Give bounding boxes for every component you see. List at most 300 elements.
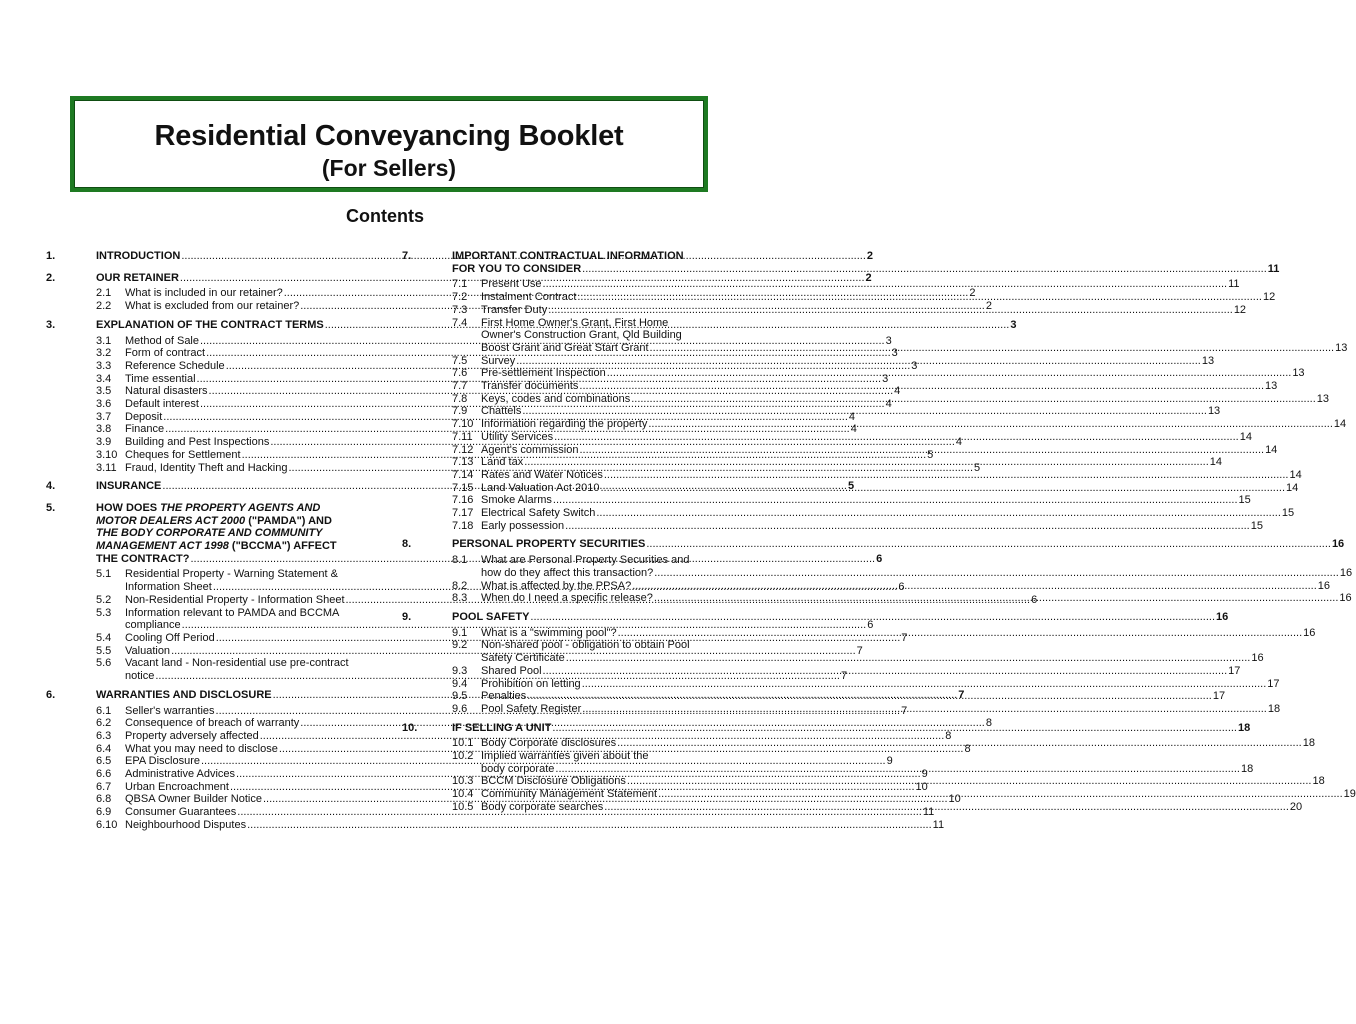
subsection-number: 7.2 <box>452 291 468 304</box>
toc-subsection-7-18[interactable] <box>452 519 1263 533</box>
section-number: 3. <box>46 318 56 331</box>
dot-leader <box>554 431 1239 444</box>
dot-leader <box>617 737 1302 750</box>
subsection-page-number: 16 <box>1317 579 1331 592</box>
section-page-number: 6 <box>876 552 883 565</box>
subsection-page-number: 14 <box>1239 430 1252 443</box>
subsection-number: 7.1 <box>452 278 468 291</box>
subsection-number: 6.1 <box>96 704 112 717</box>
subsection-page-number: 18 <box>1312 775 1325 788</box>
dot-leader <box>530 611 1215 624</box>
section-title-line: THE BODY CORPORATE AND COMMUNITY <box>96 527 323 540</box>
section-number: 6. <box>46 688 56 701</box>
subsection-number: 7.15 <box>452 481 474 494</box>
subsection-title: Body corporate searches <box>481 800 604 813</box>
subsection-number: 6.2 <box>96 717 112 730</box>
subsection-title: compliance <box>125 619 181 632</box>
subsection-title: Fraud, Identity Theft and Hacking <box>125 461 288 474</box>
subsection-title: What is a "swimming pool"? <box>481 626 617 639</box>
dot-leader <box>600 482 1285 495</box>
subsection-page-number: 7 <box>901 704 908 717</box>
toc-subsection-9-3[interactable] <box>452 664 1241 678</box>
subsection-title: Neighbourhood Disputes <box>125 818 247 831</box>
toc-subsection-7-10[interactable] <box>452 418 1347 431</box>
subsection-number: 9.4 <box>452 677 468 690</box>
subsection-page-number: 3 <box>891 347 898 360</box>
dot-leader <box>579 444 1264 457</box>
section-title: PERSONAL PROPERTY SECURITIES <box>452 538 646 551</box>
dot-leader <box>579 380 1264 393</box>
section-page-number: 18 <box>1237 721 1251 734</box>
subsection-title: Chattels <box>481 405 522 418</box>
subsection-page-number: 12 <box>1233 303 1247 316</box>
dot-leader <box>604 801 1289 814</box>
toc-subsection-9-2[interactable] <box>452 639 1264 665</box>
subsection-number: 9.5 <box>452 690 468 703</box>
subsection-number: 7.16 <box>452 494 474 507</box>
subsection-page-number: 3 <box>885 334 892 347</box>
subsection-title: Land Valuation Act 2010 <box>481 481 600 494</box>
subsection-number: 7.4 <box>452 316 468 329</box>
subsection-title: Consumer Guarantees <box>125 806 237 819</box>
subsection-number: 7.6 <box>452 367 468 380</box>
subsection-title: notice <box>125 670 155 683</box>
document-subtitle: (For Sellers) <box>321 155 457 181</box>
subsection-number: 7.14 <box>452 468 474 481</box>
subsection-number: 7.17 <box>452 507 474 520</box>
subsection-number: 5.3 <box>96 606 112 619</box>
dot-leader <box>604 469 1289 482</box>
subsection-title: Deposit <box>125 410 163 423</box>
toc-section-8[interactable] <box>402 538 1345 551</box>
toc-subsection-7-3[interactable] <box>452 303 1247 317</box>
section-title-line: MOTOR DEALERS ACT 2000 ("PAMDA") AND <box>96 514 332 527</box>
subsection-page-number: 2 <box>969 287 976 300</box>
subsection-number: 3.5 <box>96 385 112 398</box>
section-page-number: 16 <box>1216 610 1229 623</box>
dot-leader <box>627 775 1312 788</box>
subsection-page-number: 20 <box>1289 800 1303 813</box>
subsection-page-number: 8 <box>945 729 952 742</box>
subsection-title: Land tax <box>481 456 524 469</box>
toc-subsection-7-11[interactable] <box>452 430 1252 444</box>
section-title-line: IMPORTANT CONTRACTUAL INFORMATION <box>452 250 684 262</box>
subsection-title: Natural disasters <box>125 385 208 398</box>
subsection-page-number: 14 <box>1209 456 1223 469</box>
subsection-title: Urban Encroachment <box>125 780 229 793</box>
subsection-page-number: 4 <box>955 436 963 449</box>
section-title: WARRANTIES AND DISCLOSURE <box>96 688 272 701</box>
dot-leader <box>524 456 1209 469</box>
document-title: Residential Conveyancing Booklet <box>154 120 624 152</box>
subsection-number: 6.8 <box>96 793 112 806</box>
dot-leader <box>553 494 1238 507</box>
subsection-title: body corporate <box>481 762 555 775</box>
section-page-number: 5 <box>847 480 855 493</box>
contents-heading: Contents <box>346 206 424 226</box>
subsection-page-number: 5 <box>974 461 981 474</box>
subsection-number: 9.3 <box>452 664 468 677</box>
section-title: IF SELLING A UNIT <box>452 721 552 734</box>
toc-subsection-7-6[interactable] <box>452 367 1305 380</box>
section-page-number: 7 <box>958 688 965 701</box>
subsection-title: Early possession <box>481 519 565 532</box>
section-title: INSURANCE <box>96 480 162 493</box>
section-page-number: 2 <box>866 250 874 262</box>
dot-leader <box>516 355 1201 368</box>
dot-leader <box>582 263 1267 276</box>
subsection-number: 9.1 <box>452 626 468 639</box>
subsection-number: 3.8 <box>96 423 112 436</box>
subsection-number: 3.10 <box>96 448 118 461</box>
subsection-number: 7.7 <box>452 380 468 393</box>
subsection-title: Form of contract <box>125 347 206 360</box>
subsection-page-number: 8 <box>985 717 992 730</box>
subsection-number: 3.2 <box>96 347 112 360</box>
subsection-number: 10.4 <box>452 788 474 801</box>
subsection-number: 6.3 <box>96 729 112 742</box>
dot-leader <box>658 788 1343 801</box>
subsection-title: Valuation <box>125 644 171 657</box>
dot-leader <box>548 304 1233 317</box>
dot-leader <box>654 567 1339 580</box>
subsection-page-number: 15 <box>1250 519 1263 532</box>
toc-subsection-7-1[interactable] <box>452 278 1240 291</box>
subsection-title-line: Residential Property - Warning Statement & <box>125 568 338 581</box>
subsection-title: Consequence of breach of warranty <box>125 717 300 730</box>
section-page-number: 2 <box>865 271 872 284</box>
subsection-page-number: 13 <box>1335 341 1348 354</box>
subsection-number: 6.6 <box>96 768 112 781</box>
section-page-number: 11 <box>1267 262 1280 275</box>
subsection-page-number: 14 <box>1286 481 1299 494</box>
toc-subsection-9-4[interactable] <box>452 677 1280 691</box>
subsection-page-number: 6 <box>898 581 905 594</box>
subsection-page-number: 17 <box>1212 690 1226 703</box>
dot-leader <box>555 763 1240 776</box>
subsection-number: 8.3 <box>452 592 468 605</box>
subsection-title: Rates and Water Notices <box>481 468 603 481</box>
dot-leader <box>648 418 1333 431</box>
toc-section-9[interactable] <box>402 610 1229 624</box>
section-page-number: 3 <box>1010 318 1017 331</box>
subsection-title: Utility Services <box>481 430 554 443</box>
subsection-title: Cheques for Settlement <box>125 448 241 461</box>
toc-subsection-9-5[interactable] <box>452 690 1226 703</box>
subsection-title: Electrical Safety Switch <box>481 507 596 520</box>
dot-leader <box>607 367 1292 380</box>
subsection-page-number: 6 <box>1031 593 1038 606</box>
subsection-page-number: 11 <box>922 806 935 819</box>
subsection-title: Agent's commission <box>481 443 579 456</box>
subsection-number: 7.3 <box>452 303 468 316</box>
subsection-number: 10.5 <box>452 800 474 813</box>
subsection-number: 9.6 <box>452 702 468 715</box>
subsection-page-number: 17 <box>1228 664 1241 677</box>
section-title: EXPLANATION OF THE CONTRACT TERMS <box>96 318 324 331</box>
subsection-page-number: 10 <box>915 780 928 793</box>
dot-leader <box>543 665 1228 678</box>
subsection-title-line: Vacant land - Non-residential use pre-contract <box>125 657 349 670</box>
subsection-number: 8.2 <box>452 579 468 592</box>
subsection-page-number: 16 <box>1339 566 1353 579</box>
subsection-page-number: 10 <box>948 793 961 806</box>
subsection-number: 10.1 <box>452 737 474 750</box>
subsection-number: 10.2 <box>452 750 474 763</box>
dot-leader <box>654 592 1339 605</box>
subsection-title: Community Management Statement <box>481 788 658 801</box>
section-title: INTRODUCTION <box>96 250 181 262</box>
subsection-number: 3.1 <box>96 334 112 347</box>
subsection-number: 7.8 <box>452 392 468 405</box>
section-title: POOL SAFETY <box>452 610 530 623</box>
section-title: OUR RETAINER <box>96 271 179 284</box>
subsection-page-number: 7 <box>901 631 908 644</box>
subsection-number: 3.6 <box>96 398 112 411</box>
subsection-page-number: 16 <box>1303 626 1316 639</box>
dot-leader <box>631 393 1316 406</box>
subsection-title: Seller's warranties <box>125 704 215 717</box>
subsection-page-number: 15 <box>1238 494 1251 507</box>
toc-subsection-7-17[interactable] <box>452 507 1295 520</box>
subsection-title: What is included in our retainer? <box>125 287 283 300</box>
toc-subsection-8-3[interactable] <box>452 592 1352 605</box>
subsection-page-number: 4 <box>894 385 901 398</box>
subsection-page-number: 18 <box>1302 737 1315 750</box>
dot-leader <box>582 703 1267 716</box>
subsection-number: 3.4 <box>96 372 112 385</box>
subsection-number: 8.1 <box>452 554 468 567</box>
subsection-title-line: What are Personal Property Securities and <box>481 554 690 567</box>
subsection-title: Present Use <box>481 278 542 291</box>
subsection-page-number: 3 <box>911 359 918 372</box>
subsection-page-number: 8 <box>964 742 971 755</box>
subsection-title: Instalment Contract <box>481 291 577 304</box>
dot-leader <box>543 278 1228 291</box>
subsection-page-number: 3 <box>882 372 889 385</box>
section-title-line: MANAGEMENT ACT 1998 ("BCCMA") AFFECT <box>96 540 337 553</box>
subsection-title: Transfer Duty <box>481 303 548 316</box>
dot-leader <box>582 678 1267 691</box>
section-title-line: HOW DOES THE PROPERTY AGENTS AND <box>96 501 321 514</box>
subsection-title: Property adversely affected <box>125 729 259 742</box>
subsection-title: Smoke Alarms <box>481 494 552 507</box>
section-number: 7. <box>402 250 412 262</box>
toc-subsection-10-3[interactable] <box>452 775 1325 788</box>
subsection-title: EPA Disclosure <box>125 755 200 768</box>
subsection-number: 2.2 <box>96 300 112 313</box>
toc-subsection-7-14[interactable] <box>452 468 1302 482</box>
subsection-title: Survey <box>481 354 516 367</box>
subsection-title: What is affected by the PPSA? <box>481 579 632 592</box>
subsection-page-number: 6 <box>867 619 874 632</box>
subsection-title-line: Owner's Construction Grant, Qld Building <box>481 329 682 342</box>
section-number: 1. <box>46 250 56 262</box>
dot-leader <box>565 520 1250 533</box>
subsection-number: 7.5 <box>452 354 468 367</box>
dot-leader <box>566 652 1251 665</box>
toc-subsection-7-13[interactable] <box>452 456 1223 469</box>
toc-subsection-7-4[interactable] <box>452 316 1348 355</box>
subsection-page-number: 9 <box>886 755 893 768</box>
subsection-number: 2.1 <box>96 287 112 300</box>
subsection-title: QBSA Owner Builder Notice <box>125 793 262 806</box>
subsection-number: 7.13 <box>452 456 474 469</box>
subsection-number: 10.3 <box>452 775 474 788</box>
section-number: 9. <box>402 610 412 623</box>
subsection-title: Penalties <box>481 690 527 703</box>
subsection-title: What you may need to disclose <box>125 742 278 755</box>
dot-leader <box>596 507 1281 520</box>
subsection-page-number: 14 <box>1289 468 1302 481</box>
toc-subsection-6-3[interactable] <box>96 729 952 743</box>
dot-leader <box>247 819 932 832</box>
subsection-number: 6.5 <box>96 755 112 768</box>
subsection-title: What is excluded from our retainer? <box>125 300 300 313</box>
toc-subsection-7-7[interactable] <box>452 380 1278 393</box>
subsection-number: 9.2 <box>452 639 468 652</box>
subsection-page-number: 2 <box>985 300 992 313</box>
subsection-page-number: 4 <box>848 410 855 423</box>
subsection-title: Default interest <box>125 398 199 411</box>
subsection-title-line: Implied warranties given about the <box>481 750 649 763</box>
subsection-page-number: 13 <box>1292 367 1305 380</box>
subsection-number: 5.2 <box>96 593 112 606</box>
dot-leader <box>577 291 1262 304</box>
toc-subsection-7-9[interactable] <box>452 405 1221 418</box>
subsection-number: 7.10 <box>452 418 474 431</box>
toc-subsection-7-2[interactable] <box>452 291 1276 304</box>
subsection-page-number: 4 <box>885 398 892 411</box>
subsection-page-number: 4 <box>850 423 857 436</box>
toc-subsection-8-1[interactable] <box>452 554 1353 579</box>
section-number: 2. <box>46 271 56 284</box>
subsection-title: Method of Sale <box>125 334 199 347</box>
subsection-page-number: 11 <box>1228 278 1240 291</box>
subsection-number: 7.9 <box>452 405 468 418</box>
subsection-title: Transfer documents <box>481 380 579 393</box>
subsection-number: 6.9 <box>96 806 112 819</box>
subsection-page-number: 7 <box>856 644 863 657</box>
dot-leader <box>552 722 1237 735</box>
subsection-number: 6.10 <box>96 818 118 831</box>
section-title: FOR YOU TO CONSIDER <box>452 262 582 275</box>
subsection-title: Time essential <box>125 372 196 385</box>
toc-subsection-7-8[interactable] <box>452 392 1330 406</box>
subsection-page-number: 14 <box>1265 443 1278 456</box>
subsection-page-number: 16 <box>1251 652 1264 665</box>
dot-leader <box>527 690 1212 703</box>
subsection-page-number: 13 <box>1207 405 1221 418</box>
subsection-number: 3.7 <box>96 410 112 423</box>
toc-subsection-8-2[interactable] <box>452 579 1331 593</box>
subsection-number: 6.7 <box>96 780 112 793</box>
subsection-page-number: 5 <box>927 448 934 461</box>
subsection-title: Pool Safety Register <box>481 702 582 715</box>
subsection-number: 7.11 <box>452 430 473 443</box>
subsection-title: Body Corporate disclosures <box>481 737 617 750</box>
title-box <box>70 96 708 192</box>
subsection-page-number: 15 <box>1281 507 1295 520</box>
toc-subsection-7-16[interactable] <box>452 494 1251 507</box>
dot-leader <box>646 538 1331 551</box>
dot-leader <box>650 342 1335 355</box>
subsection-title: Building and Pest Inspections <box>125 436 270 449</box>
subsection-title: Keys, codes and combinations <box>481 392 631 405</box>
section-title: THE CONTRACT? <box>96 552 190 565</box>
subsection-title: Boost Grant and Great Start Grant <box>481 341 649 354</box>
toc-subsection-7-5[interactable] <box>452 354 1215 368</box>
toc-subsection-7-12[interactable] <box>452 443 1278 457</box>
subsection-title-line: First Home Owner's Grant, First Home <box>481 316 669 329</box>
subsection-page-number: 9 <box>921 768 928 781</box>
subsection-page-number: 18 <box>1240 762 1254 775</box>
subsection-number: 3.3 <box>96 359 112 372</box>
subsection-number: 7.18 <box>452 519 474 532</box>
section-number: 10. <box>402 721 418 734</box>
toc-subsection-10-1[interactable] <box>452 737 1315 750</box>
subsection-title: Information Sheet <box>125 581 212 594</box>
dot-leader <box>522 405 1207 418</box>
subsection-title: Reference Schedule <box>125 359 225 372</box>
subsection-number: 5.5 <box>96 644 112 657</box>
subsection-page-number: 13 <box>1265 380 1278 393</box>
subsection-number: 7.12 <box>452 443 474 456</box>
subsection-page-number: 11 <box>932 818 945 831</box>
subsection-page-number: 17 <box>1267 677 1280 690</box>
subsection-page-number: 7 <box>840 670 848 683</box>
subsection-page-number: 13 <box>1316 392 1330 405</box>
subsection-title: Information regarding the property <box>481 418 648 431</box>
dot-leader <box>618 627 1303 640</box>
subsection-number: 5.6 <box>96 657 112 670</box>
subsection-number: 3.11 <box>96 461 117 474</box>
toc-section-10[interactable] <box>402 721 1251 735</box>
toc-subsection-10-2[interactable] <box>452 750 1254 775</box>
subsection-title: BCCM Disclosure Obligations <box>481 775 626 788</box>
subsection-page-number: 16 <box>1339 592 1352 605</box>
toc-subsection-7-15[interactable] <box>452 481 1299 495</box>
subsection-number: 5.4 <box>96 631 112 644</box>
toc-subsection-10-4[interactable] <box>452 788 1356 801</box>
subsection-page-number: 18 <box>1267 702 1281 715</box>
section-page-number: 16 <box>1331 538 1345 551</box>
toc-right-column <box>402 250 1356 820</box>
subsection-title: Shared Pool <box>481 664 542 677</box>
subsection-page-number: 19 <box>1343 788 1356 801</box>
subsection-title: Cooling Off Period <box>125 631 215 644</box>
subsection-number: 6.4 <box>96 742 112 755</box>
subsection-title-line: Non-shared pool - obligation to obtain Pool <box>481 639 690 652</box>
subsection-page-number: 13 <box>1201 354 1215 367</box>
toc-section-7[interactable] <box>402 250 1280 275</box>
subsection-title: Finance <box>125 423 165 436</box>
subsection-title-line: Information relevant to PAMDA and BCCMA <box>125 606 340 619</box>
toc-subsection-9-6[interactable] <box>452 702 1281 716</box>
subsection-title: When do I need a specific release? <box>481 592 653 605</box>
toc-subsection-9-1[interactable] <box>452 626 1316 640</box>
section-number: 5. <box>46 501 56 514</box>
subsection-title: Safety Certificate <box>481 652 565 665</box>
toc-subsection-6-10[interactable] <box>96 818 945 832</box>
subsection-title: Prohibition on letting <box>481 677 581 690</box>
subsection-title: Pre-settlement Inspection <box>481 367 606 380</box>
subsection-number: 5.1 <box>96 568 112 581</box>
subsection-number: 3.9 <box>96 436 112 449</box>
section-number: 4. <box>46 480 56 493</box>
subsection-title: Non-Residential Property - Information Sheet <box>125 593 345 606</box>
dot-leader <box>632 580 1317 593</box>
